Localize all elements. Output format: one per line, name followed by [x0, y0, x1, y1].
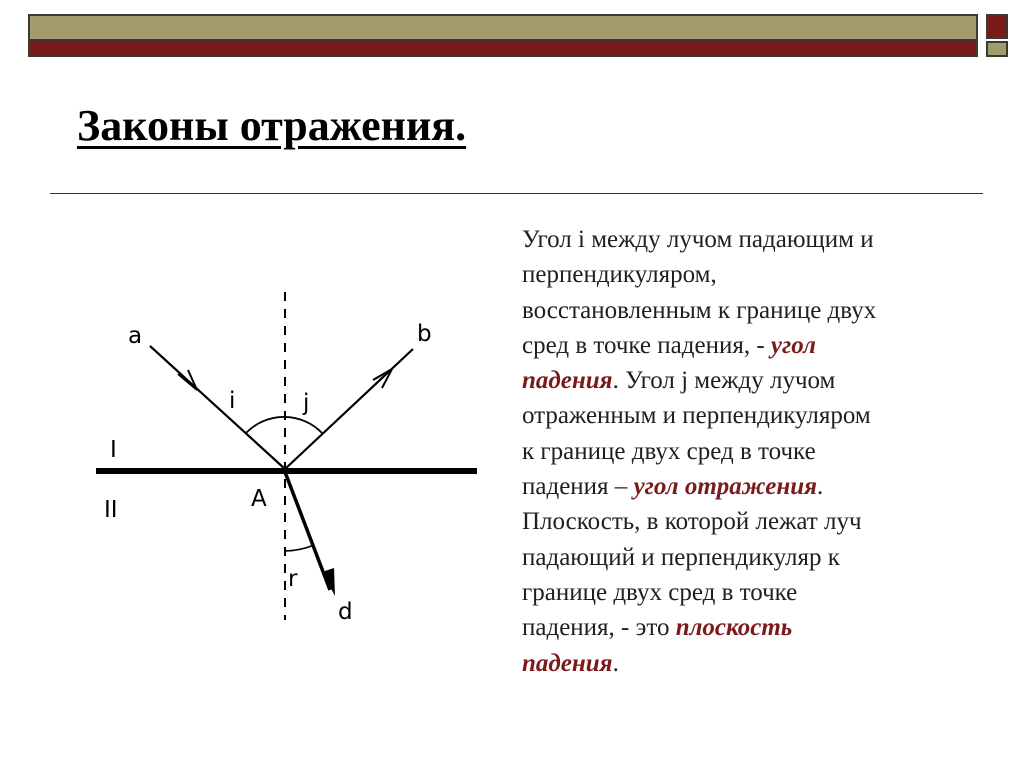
label-r: r [288, 566, 298, 592]
term-angle-of-reflection: угол отражения [633, 473, 818, 501]
label-point-a: A [251, 486, 267, 512]
term-angle-of-incidence: угол падения [522, 331, 816, 395]
incident-ray-a [150, 346, 285, 469]
paragraph-text-3: . Плоскость, в которой лежат луч падающий и перпендикуляр к границе двух сред в точке падения, - это [522, 473, 862, 642]
label-medium-1: I [110, 437, 117, 463]
label-a: a [128, 323, 143, 349]
paragraph-text-2: . Угол j между лучом отраженным и перпендикуляром к границе двух сред в точке падения – [522, 367, 871, 501]
label-d: d [338, 599, 353, 625]
paragraph-text-1: Угол i между лучом падающим и перпендикуляром, восстановленным к границе двух сред в точке падения, - [522, 226, 877, 359]
angle-arc-r [285, 545, 314, 551]
paragraph-text-4: . [612, 649, 619, 677]
label-medium-2: II [104, 497, 118, 523]
slide-title: Законы отражения. [77, 101, 467, 150]
refracted-ray-arrowhead [322, 568, 335, 596]
term-plane-of-incidence: плоскость падения [522, 614, 793, 677]
label-i: i [229, 388, 236, 414]
label-j: j [303, 390, 310, 416]
label-b: b [417, 321, 432, 347]
